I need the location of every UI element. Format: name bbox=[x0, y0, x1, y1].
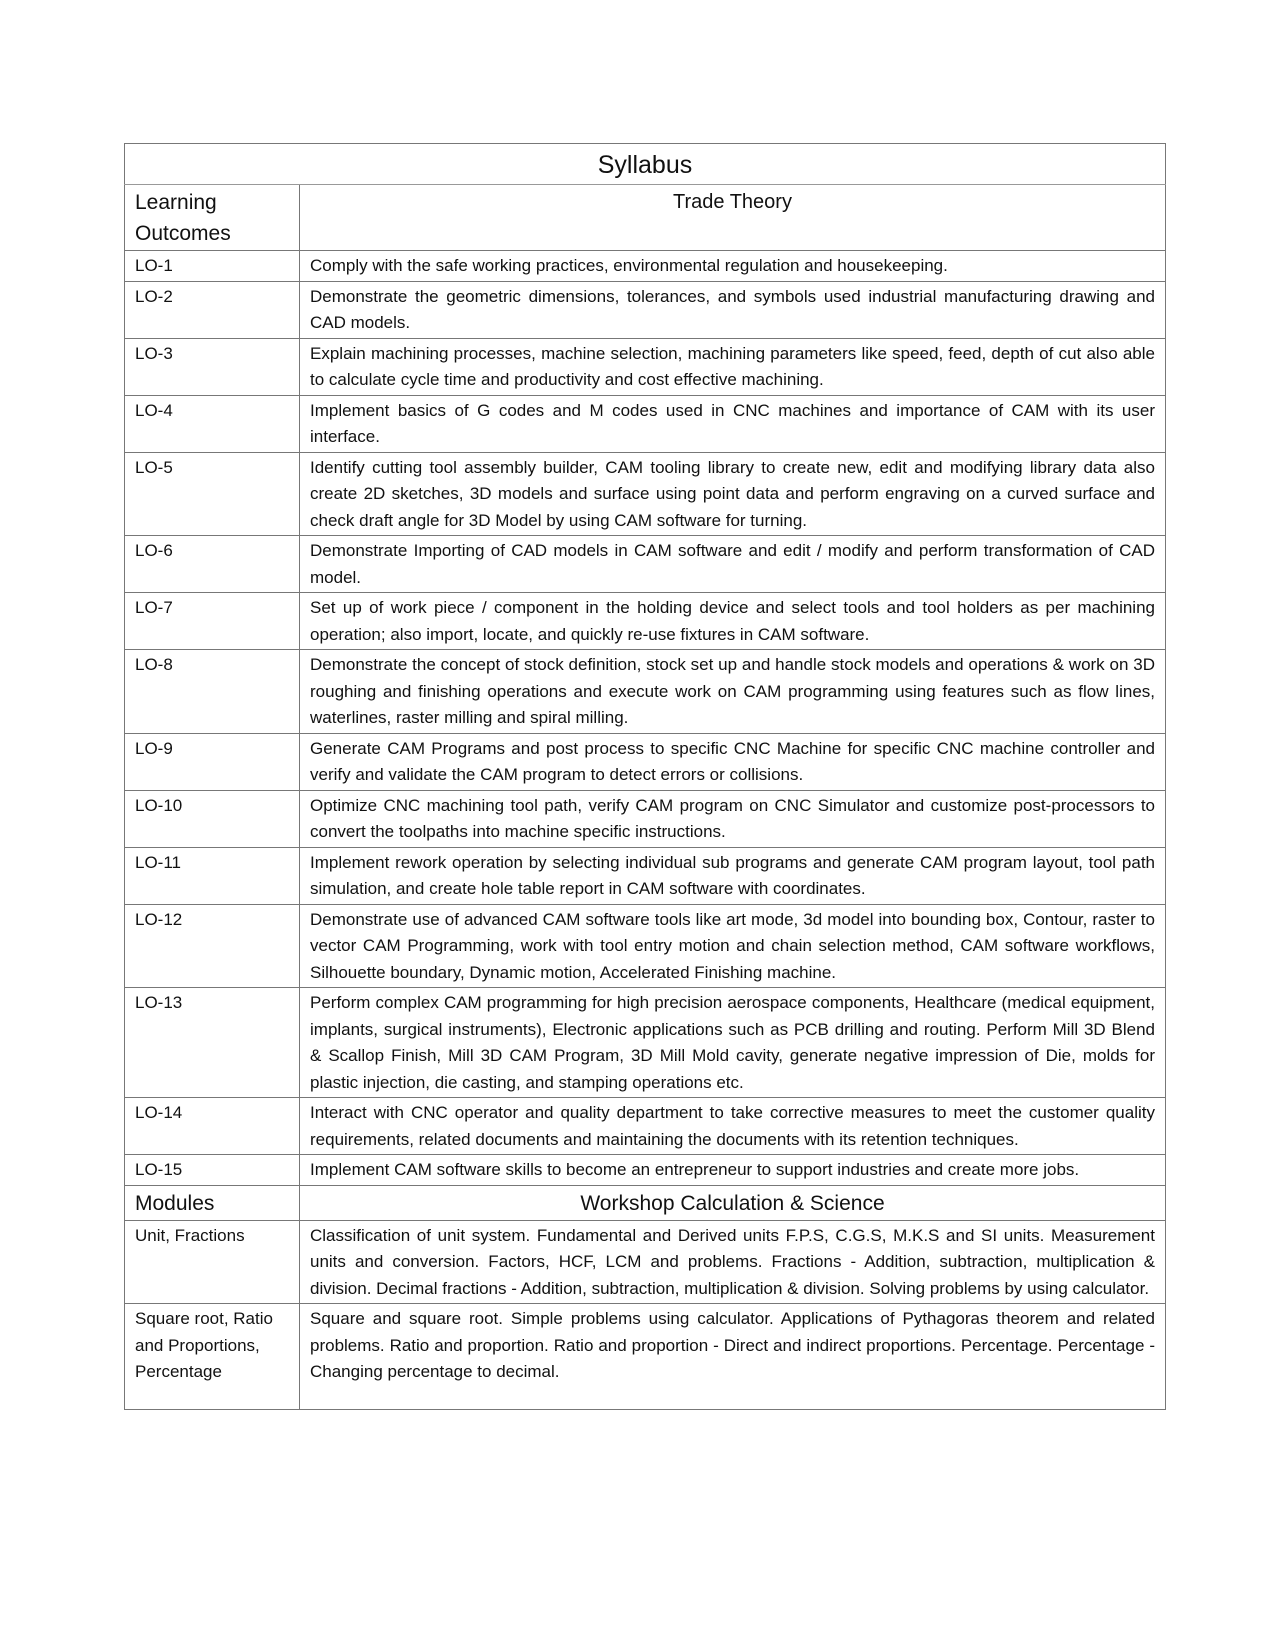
lo-text: Optimize CNC machining tool path, verify CAM program on CNC Simulator and customize post-processors to convert the toolpaths into machine specific instructions. bbox=[300, 790, 1166, 847]
lo-id: LO-14 bbox=[125, 1098, 300, 1155]
lo-text: Demonstrate use of advanced CAM software tools like art mode, 3d model into bounding box, Contour, raster to vector CAM Programming, work with tool entry motion and chain selection method, CAM software workflows, Silhouette boundary, Dynamic motion, Accelerated Finishing machine. bbox=[300, 904, 1166, 988]
table-row bbox=[125, 593, 1166, 650]
lo-id: LO-12 bbox=[125, 904, 300, 988]
workshop-header-row bbox=[125, 1185, 1166, 1220]
table-row bbox=[125, 251, 1166, 282]
table-row bbox=[125, 1098, 1166, 1155]
table-row bbox=[125, 1155, 1166, 1186]
table-row bbox=[125, 847, 1166, 904]
lo-text: Identify cutting tool assembly builder, CAM tooling library to create new, edit and modifying library data also create 2D sketches, 3D models and surface using point data and perform engraving on a curved surface and check draft angle for 3D Model by using CAM software for turning. bbox=[300, 452, 1166, 536]
table-row bbox=[125, 452, 1166, 536]
table-row bbox=[125, 1304, 1166, 1410]
lo-id: LO-7 bbox=[125, 593, 300, 650]
lo-text: Interact with CNC operator and quality department to take corrective measures to meet the customer quality requirements, related documents and maintaining the documents with its retention techniques. bbox=[300, 1098, 1166, 1155]
lo-id: LO-9 bbox=[125, 733, 300, 790]
lo-id: LO-11 bbox=[125, 847, 300, 904]
modules-header: Modules bbox=[125, 1185, 300, 1220]
lo-id: LO-13 bbox=[125, 988, 300, 1098]
table-row bbox=[125, 338, 1166, 395]
lo-text: Implement CAM software skills to become an entrepreneur to support industries and create more jobs. bbox=[300, 1155, 1166, 1186]
trade-theory-header-row bbox=[125, 185, 1166, 251]
table-row bbox=[125, 395, 1166, 452]
lo-text: Perform complex CAM programming for high precision aerospace components, Healthcare (medical equipment, implants, surgical instruments), Electronic applications such as PCB drilling and routing. Perform Mill 3D Blend & Scallop Finish, Mill 3D CAM Program, 3D Mill Mold cavity, generate negative impression of Die, molds for plastic injection, die casting, and stamping operations etc. bbox=[300, 988, 1166, 1098]
title-row bbox=[125, 144, 1166, 185]
table-row bbox=[125, 904, 1166, 988]
lo-id: LO-1 bbox=[125, 251, 300, 282]
lo-id: LO-10 bbox=[125, 790, 300, 847]
lo-text: Explain machining processes, machine selection, machining parameters like speed, feed, depth of cut also able to calculate cycle time and productivity and cost effective machining. bbox=[300, 338, 1166, 395]
lo-text: Demonstrate Importing of CAD models in CAM software and edit / modify and perform transformation of CAD model. bbox=[300, 536, 1166, 593]
module-name: Unit, Fractions bbox=[125, 1220, 300, 1304]
lo-id: LO-3 bbox=[125, 338, 300, 395]
trade-theory-header: Trade Theory bbox=[300, 185, 1166, 251]
table-row bbox=[125, 536, 1166, 593]
syllabus-title: Syllabus bbox=[125, 144, 1166, 185]
lo-text: Implement basics of G codes and M codes used in CNC machines and importance of CAM with its user interface. bbox=[300, 395, 1166, 452]
table-row bbox=[125, 281, 1166, 338]
table-row bbox=[125, 650, 1166, 734]
workshop-calculation-header: Workshop Calculation & Science bbox=[300, 1185, 1166, 1220]
module-text: Square and square root. Simple problems using calculator. Applications of Pythagoras theorem and related problems. Ratio and proportion. Ratio and proportion - Direct and indirect proportions. Percentage. Percentage - Changing percentage to decimal. bbox=[300, 1304, 1166, 1410]
table-row bbox=[125, 988, 1166, 1098]
lo-text: Comply with the safe working practices, environmental regulation and housekeeping. bbox=[300, 251, 1166, 282]
learning-outcomes-header: Learning Outcomes bbox=[125, 185, 300, 251]
lo-id: LO-4 bbox=[125, 395, 300, 452]
table-row bbox=[125, 790, 1166, 847]
module-name: Square root, Ratio and Proportions, Percentage bbox=[125, 1304, 300, 1410]
syllabus-table bbox=[124, 143, 1166, 1410]
lo-text: Set up of work piece / component in the holding device and select tools and tool holders as per machining operation; also import, locate, and quickly re-use fixtures in CAM software. bbox=[300, 593, 1166, 650]
table-row bbox=[125, 1220, 1166, 1304]
lo-id: LO-8 bbox=[125, 650, 300, 734]
lo-id: LO-2 bbox=[125, 281, 300, 338]
lo-text: Implement rework operation by selecting individual sub programs and generate CAM program layout, tool path simulation, and create hole table report in CAM software with coordinates. bbox=[300, 847, 1166, 904]
lo-id: LO-15 bbox=[125, 1155, 300, 1186]
lo-id: LO-6 bbox=[125, 536, 300, 593]
table-row bbox=[125, 733, 1166, 790]
lo-text: Demonstrate the concept of stock definition, stock set up and handle stock models and operations & work on 3D roughing and finishing operations and execute work on CAM programming using features such as flow lines, waterlines, raster milling and spiral milling. bbox=[300, 650, 1166, 734]
lo-text: Demonstrate the geometric dimensions, tolerances, and symbols used industrial manufacturing drawing and CAD models. bbox=[300, 281, 1166, 338]
module-text: Classification of unit system. Fundamental and Derived units F.P.S, C.G.S, M.K.S and SI units. Measurement units and conversion. Factors, HCF, LCM and problems. Fractions - Addition, subtraction, multiplication & division. Decimal fractions - Addition, subtraction, multiplication & division. Solving problems by using calculator. bbox=[300, 1220, 1166, 1304]
lo-id: LO-5 bbox=[125, 452, 300, 536]
lo-text: Generate CAM Programs and post process to specific CNC Machine for specific CNC machine controller and verify and validate the CAM program to detect errors or collisions. bbox=[300, 733, 1166, 790]
syllabus-page bbox=[124, 143, 1165, 1410]
